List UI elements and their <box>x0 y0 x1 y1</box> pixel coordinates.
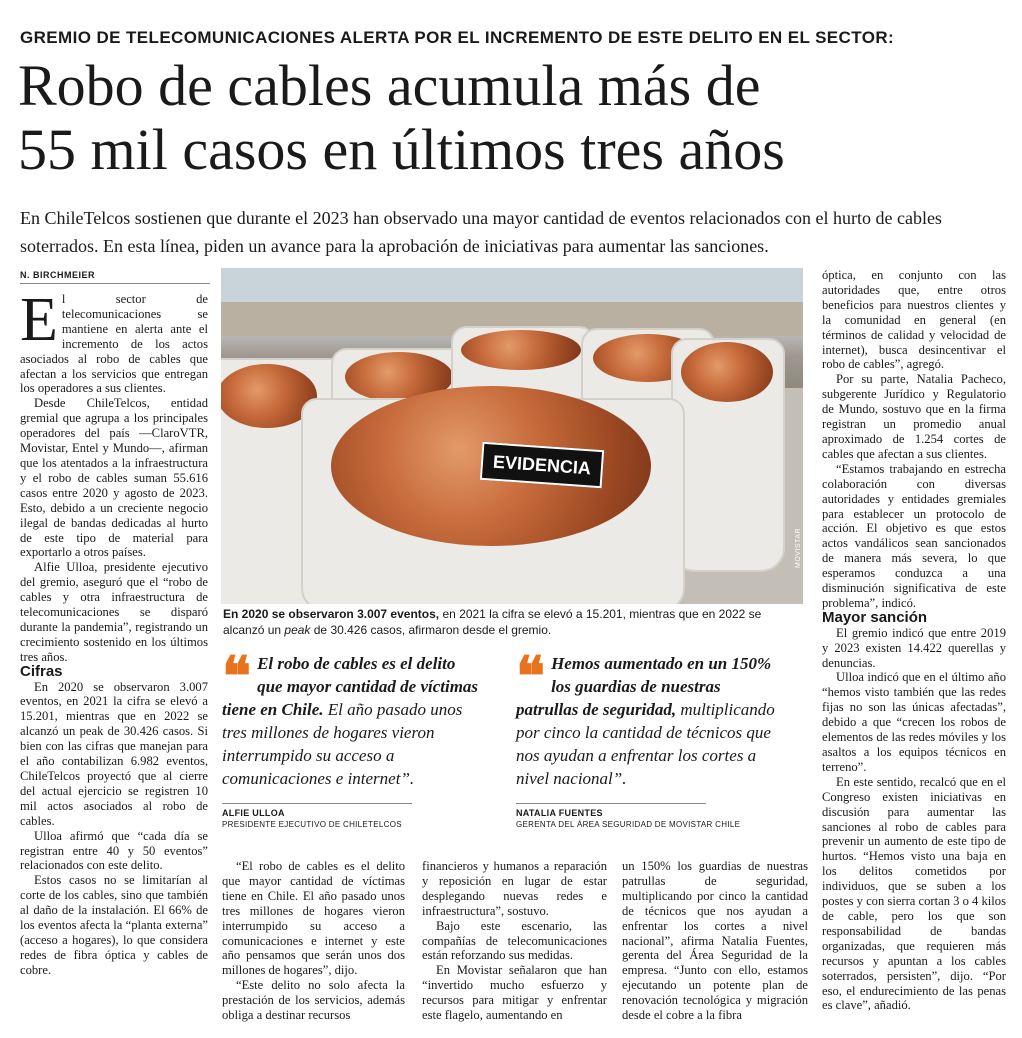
pull-quote-2: ❝ Hemos aumentado en un 150% los guardias de nuestras patrullas de seguridad, multiplicando por cinco la cantidad de técnicos que nos ayudan a enfrentar los cortes a nivel nacional”. <box>516 644 775 788</box>
paragraph: Estos casos no se limitarían al corte de los cables, sino que también al daño de la instalación. El 66% de los eventos afecta la “planta externa” (acceso a hogares), lo que considera redes de fibra óptica y cables de cobre. <box>20 873 208 977</box>
paragraph: En este sentido, recalcó que en el Congreso existen iniciativas en discusión para aumentar las sanciones al robo de cables para prevenir un aumento de este tipo de hurtos. “Hemos visto una baja en los delitos cometidos por individuos, que se suben a los postes y con sierra cortan 3 o 4 kilos de cable, pero los que son responsabilidad de bandas organizadas, que requieren más recursos y apuntan a los cables soterrados, persisten”, dijo. “Por eso, el endurecimiento de las penas es clave”, añadió. <box>822 774 1006 1013</box>
drop-cap: E <box>20 286 58 354</box>
quote-rule <box>516 803 706 804</box>
subhead-cifras: Cifras <box>20 662 63 680</box>
photo-caption: En 2020 se observaron 3.007 eventos, en 2021 la cifra se elevó a 15.201, mientras que en 2022 se alcanzó un peak de 30.426 casos, afirmaron desde el gremio. <box>223 607 762 637</box>
paragraph-intro: El sector de telecomunicaciones se mantiene en alerta ante el incremento de los actos asociados al robo de cables que afectan a los servicios que entregan los operadores a sus clientes. <box>20 286 208 396</box>
subhead-mayor-sancion: Mayor sanción <box>822 608 928 626</box>
headline-line-1: Robo de cables acumula más de <box>18 53 761 118</box>
paragraph: Alfie Ulloa, presidente ejecutivo del gremio, aseguró que el “robo de cables y otra infraestructura de telecomunicaciones se disparó durante la pandemia”, registrando un crecimiento sostenido en los últimos tres años. <box>20 560 208 664</box>
quote-mark-icon: ❝ <box>516 644 546 708</box>
paragraph: un 150% los guardias de nuestras patrullas de seguridad, multiplicando por cinco la cantidad de técnicos que nos ayudan a enfrentar los cortes a nivel nacional”, afirma Natalia Fuentes, gerenta del Área Seguridad de la empresa. “Junto con ello, estamos ejecutando un potente plan de renovación tecnológica y migración desde el cobre a la fibra <box>622 859 808 1023</box>
paragraph: En 2020 se observaron 3.007 eventos, en 2021 la cifra se elevó a 15.201, mientras que en 2022 se alcanzó un peak de 30.426 casos. Si bien con las cifras que manejan para el año contabilizan 6.982 eventos, ChileTelcos proyectó que al cierre del actual ejercicio se registren 10 mil actos asociados al robo de cables. <box>20 679 208 828</box>
column-3 <box>422 859 607 1023</box>
kicker: GREMIO DE TELECOMUNICACIONES ALERTA POR EL INCREMENTO DE ESTE DELITO EN EL SECTOR: <box>20 28 895 47</box>
paragraph: Por su parte, Natalia Pacheco, subgerente Jurídico y Regulatorio de Mundo, sostuvo que en la firma registran un promedio anual aproximado de 1.254 cortes de cables que afectan a sus clientes. <box>822 372 1006 461</box>
paragraph: En Movistar señalaron que han “invertido mucho esfuerzo y recursos para mitigar y enfrentar este flagelo, aumentando en <box>422 963 607 1023</box>
paragraph: óptica, en conjunto con las autoridades que, entre otros beneficios para nuestros clientes y la comunidad en general (en términos de calidad y velocidad de internet), busca desincentivar el robo de cables”, agregó. <box>822 268 1006 372</box>
quote-2-name: NATALIA FUENTES <box>516 808 603 818</box>
byline: N. BIRCHMEIER <box>20 270 96 280</box>
byline-rule <box>20 283 210 284</box>
column-1 <box>20 286 208 978</box>
headline <box>18 54 1008 182</box>
quote-2-role: GERENTA DEL ÁREA SEGURIDAD DE MOVISTAR CHILE <box>516 820 741 829</box>
column-5 <box>822 268 1006 1013</box>
paragraph: “El robo de cables es el delito que mayor cantidad de víctimas tiene en Chile. El año pasado unos tres millones de hogares vieron interrumpido su acceso a comunicaciones e internet y este año pensamos que serán unos dos millones de hogares”, dijo. <box>222 859 405 978</box>
paragraph: Bajo este escenario, las compañías de telecomunicaciones están reforzando sus medidas. <box>422 918 607 963</box>
paragraph: Desde ChileTelcos, entidad gremial que agrupa a los principales operadores del país —ClaroVTR, Movistar, Entel y Mundo—, afirman que los atentados a la infraestructura y el robo de cables suman 55.616 casos entre 2020 y agosto de 2023. Esto, debido a un creciente negocio ilegal de bandas dedicadas al hurto de este tipo de material para exportarlo a otros países. <box>20 396 208 560</box>
paragraph: financieros y humanos a reparación y reposición en lugar de estar desplegando nuevas redes e infraestructura”, sostuvo. <box>422 859 607 918</box>
paragraph: “Este delito no solo afecta la prestación de los servicios, además obliga a destinar recursos <box>222 978 405 1023</box>
quote-rule <box>222 803 412 804</box>
paragraph: Ulloa afirmó que “cada día se registran entre 40 y 50 eventos” relacionados con este delito. <box>20 828 208 873</box>
paragraph: “Estamos trabajando en estrecha colaboración con diversas autoridades y entidades gremiales para establecer un protocolo de acción. El objetivo es que estos actos vandálicos sean sancionados de manera más severa, lo que esperamos conduzca a una disminución significativa de este problema”, indicó. <box>822 461 1006 610</box>
headline-line-2: 55 mil casos en últimos tres años <box>18 117 785 182</box>
photo-wire <box>681 342 773 402</box>
column-2 <box>222 859 405 1023</box>
evidence-sign: EVIDENCIA <box>480 442 604 488</box>
column-4 <box>622 859 808 1023</box>
paragraph: El gremio indicó que entre 2019 y 2023 existen 14.422 querellas y denuncias. <box>822 625 1006 670</box>
quote-mark-icon: ❝ <box>222 644 252 708</box>
photo-credit: MOVISTAR <box>795 527 802 568</box>
quote-1-role: PRESIDENTE EJECUTIVO DE CHILETELCOS <box>222 820 402 829</box>
quote-1-name: ALFIE ULLOA <box>222 808 285 818</box>
deck: En ChileTelcos sostienen que durante el 2023 han observado una mayor cantidad de eventos relacionados con el hurto de cables soterrados. En esta línea, piden un avance para la aprobación de iniciativas para aumentar las sanciones. <box>20 208 942 256</box>
paragraph: Ulloa indicó que en el último año “hemos visto también que las redes fijas no son las únicas afectadas”, debido a que “crecen los robos de elementos de las redes móviles y los asaltos a los equipos técnicos en terreno”. <box>822 670 1006 774</box>
photo-wire <box>461 330 581 370</box>
photo-sky <box>221 268 803 302</box>
pull-quote-1: ❝ El robo de cables es el delito que mayor cantidad de víctimas tiene en Chile. El año pasado unos tres millones de hogares vieron interrumpido su acceso a comunicaciones e internet”. <box>222 644 479 788</box>
news-photo <box>221 268 803 604</box>
